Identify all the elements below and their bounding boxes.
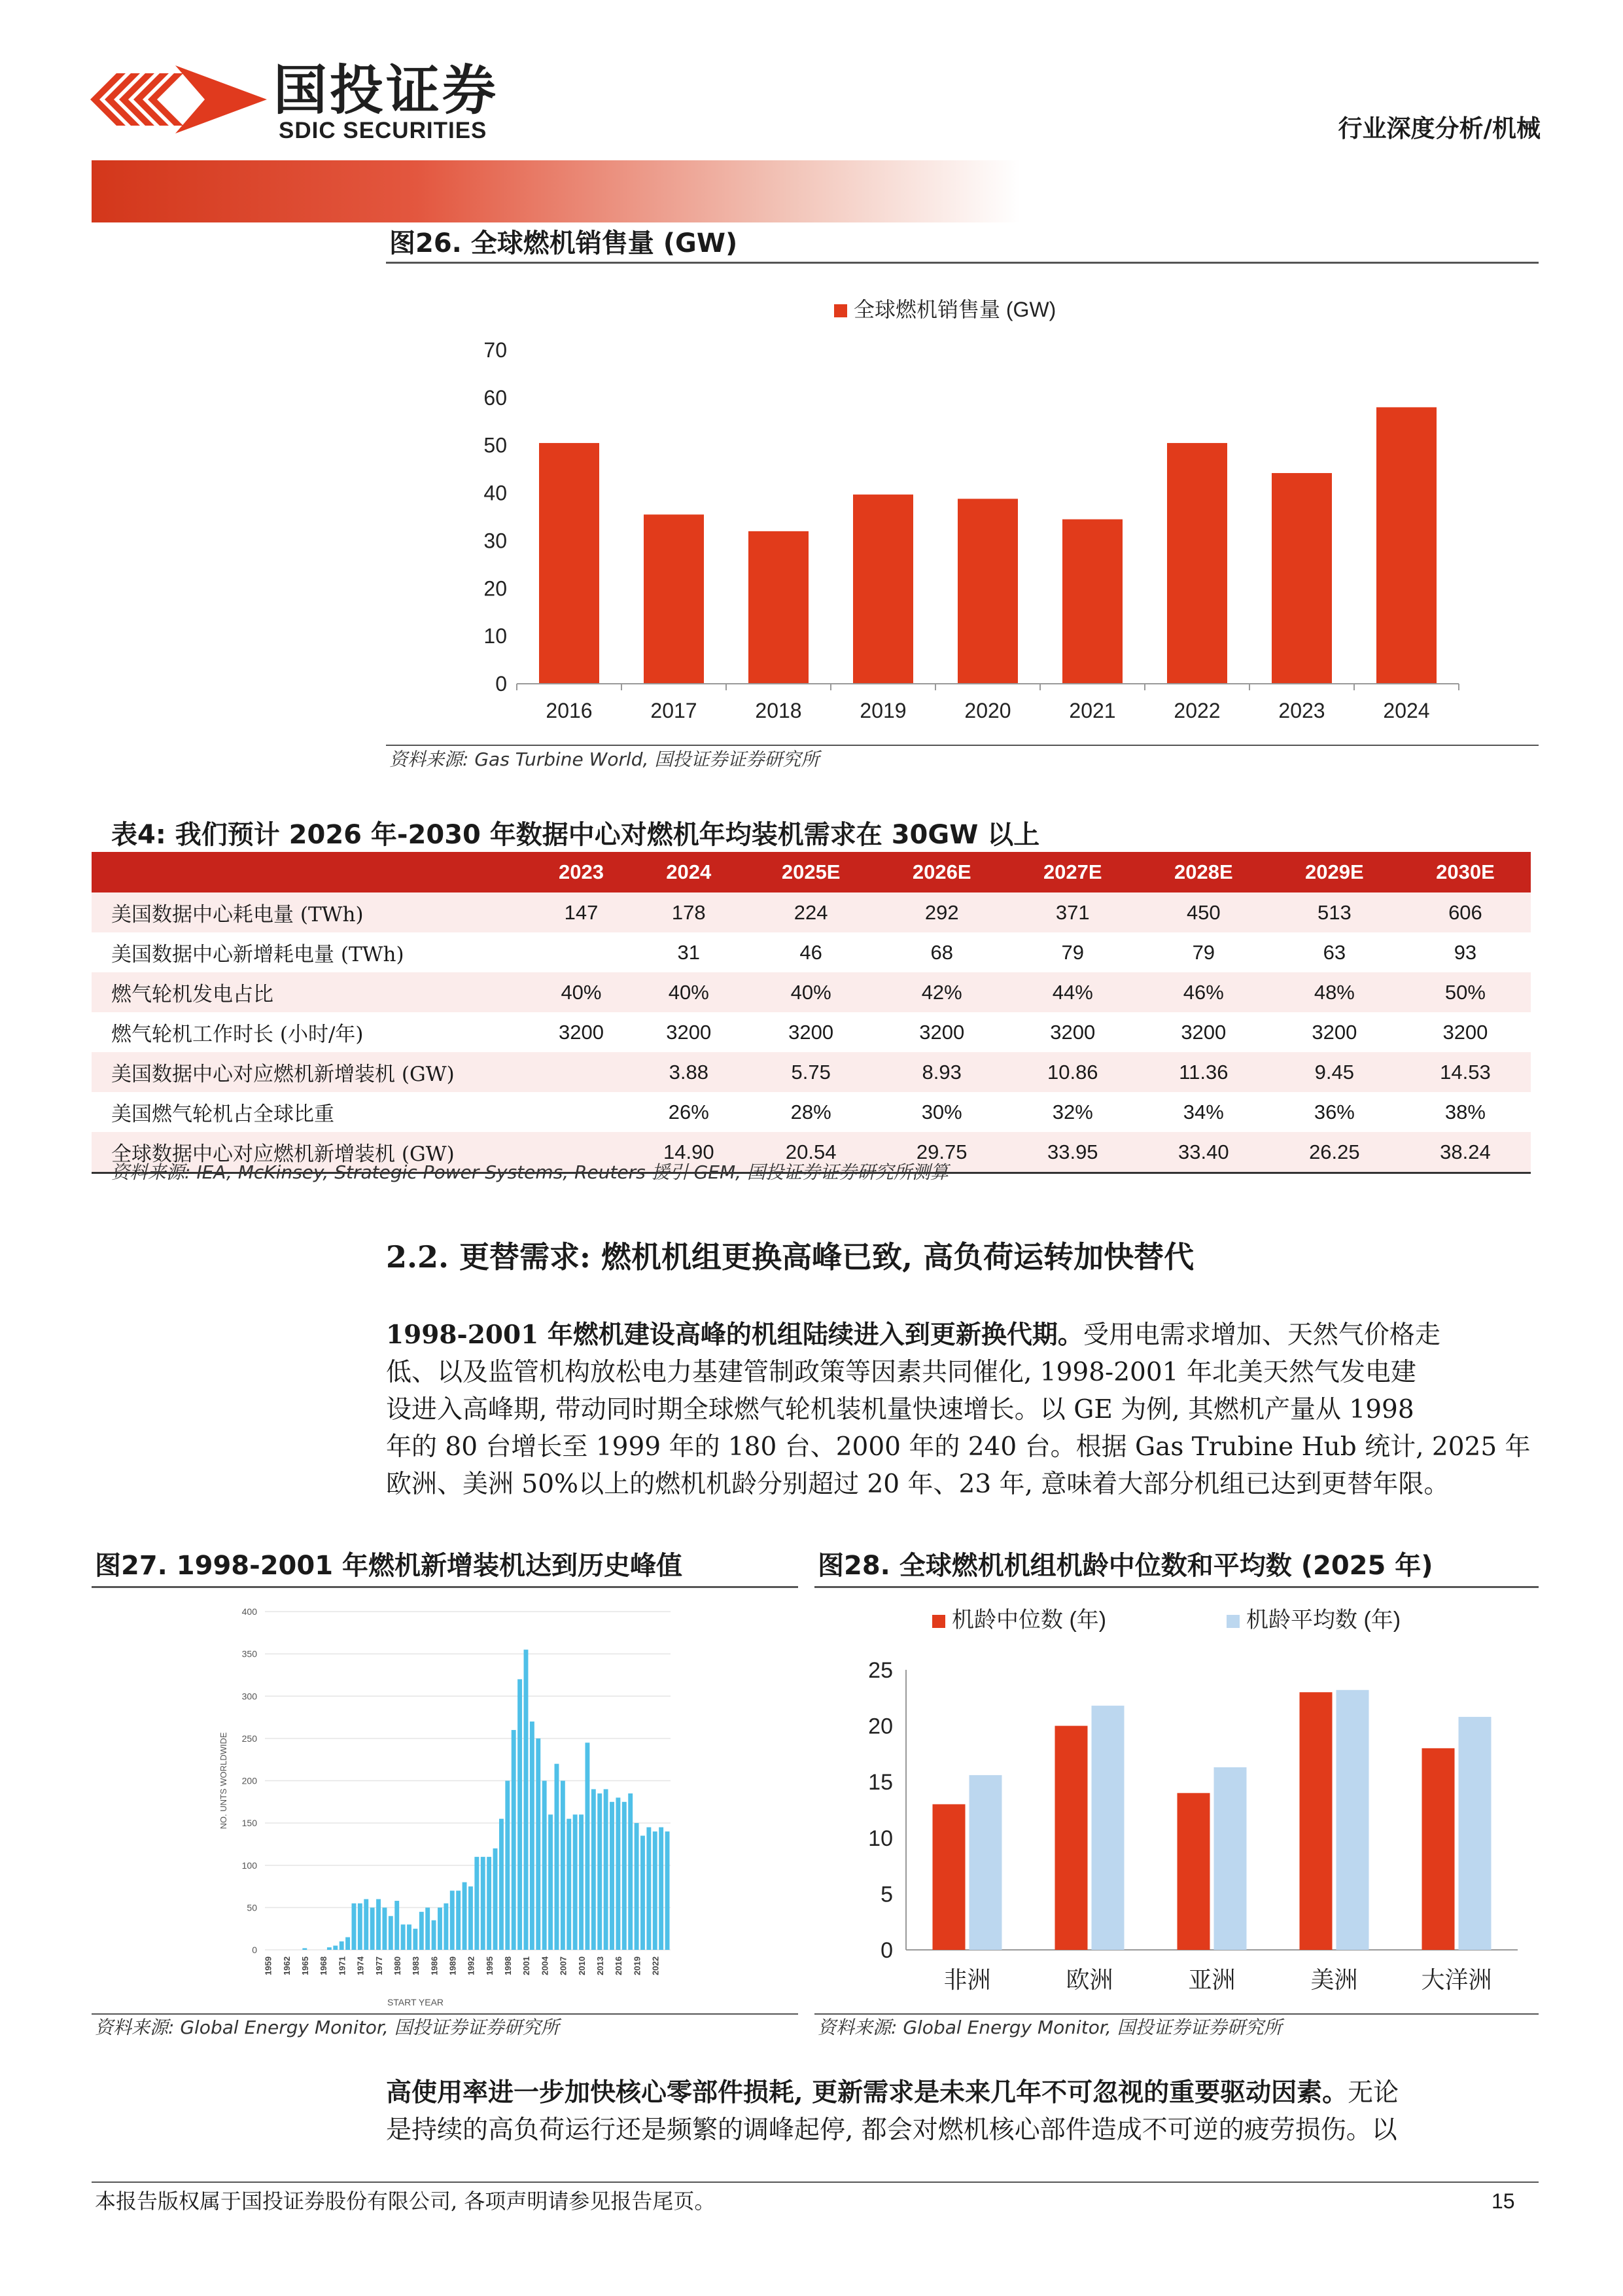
bar <box>1459 1717 1492 1950</box>
bar <box>616 1797 620 1950</box>
bar <box>438 1907 442 1950</box>
table-cell: 28% <box>790 1100 831 1123</box>
paragraph-line: 设进入高峰期, 带动同时期全球燃气轮机装机量快速增长。以 GE 为例, 其燃机产量从 1998 <box>386 1395 1414 1424</box>
table-cell: 3200 <box>1442 1020 1488 1044</box>
table-cell: 3200 <box>919 1020 965 1044</box>
figure-27-top-rule <box>92 1586 798 1588</box>
table-cell: 3.88 <box>632 1052 746 1092</box>
table-cell: 450 <box>1138 892 1269 932</box>
legend-swatch <box>834 304 847 317</box>
x-tick-label: 2016 <box>614 1956 624 1975</box>
x-tick-label: 1971 <box>337 1956 347 1975</box>
table-cell: 3200 <box>1312 1020 1357 1044</box>
bar <box>1376 407 1437 684</box>
bar <box>419 1912 424 1950</box>
bar <box>1300 1692 1333 1950</box>
figure-27-bottom-rule <box>92 2013 798 2015</box>
bar <box>567 1819 571 1950</box>
bar <box>462 1882 467 1950</box>
x-tick-label: 1977 <box>374 1956 384 1975</box>
legend-label: 机龄中位数 (年) <box>952 1608 1107 1633</box>
bar <box>1055 1726 1088 1950</box>
bar <box>512 1730 516 1950</box>
table-cell: 3200 <box>1050 1020 1096 1044</box>
logo-mark <box>90 60 267 139</box>
x-tick-label: 1986 <box>429 1956 440 1975</box>
bar <box>407 1924 411 1950</box>
table-row <box>92 1012 1531 1052</box>
paragraph-line: 欧洲、美洲 50%以上的燃机机龄分别超过 20 年、23 年, 意味着大部分机组已达到更替年限。 <box>386 1470 1450 1499</box>
paragraph-line: 低、以及监管机构放松电力基建管制政策等因素共同催化, 1998-2001 年北美天然气发电建 <box>386 1358 1416 1387</box>
x-axis-title: START YEAR <box>387 1997 444 2007</box>
table-cell: 26% <box>668 1100 709 1123</box>
table-cell: 42% <box>877 972 1007 1012</box>
x-tick-label: 1959 <box>263 1956 273 1975</box>
table-cell: 147 <box>531 892 632 932</box>
legend-label: 机龄平均数 (年) <box>1246 1608 1401 1633</box>
table-cell: 32% <box>1052 1100 1093 1123</box>
x-tick-label: 1980 <box>392 1956 402 1975</box>
paragraph-line <box>386 2074 1544 2111</box>
bar <box>969 1775 1002 1950</box>
bar <box>1336 1690 1369 1950</box>
table-cell: 38.24 <box>1400 1132 1531 1173</box>
table-header-cell: 2024 <box>632 852 746 892</box>
y-tick-label: 20 <box>483 576 507 601</box>
figure-28-source: 资料来源: Global Energy Monitor, 国投证券证券研究所 <box>818 2017 1282 2038</box>
x-tick-label: 1989 <box>447 1956 458 1975</box>
bar <box>536 1739 540 1950</box>
bar <box>1178 1793 1210 1950</box>
data-center-table <box>92 852 1531 1174</box>
table-cell: 34% <box>1183 1100 1224 1123</box>
bar <box>548 1814 553 1950</box>
y-axis-title: NO. UNTS WORLDWIDE <box>218 1732 228 1829</box>
bar <box>376 1899 381 1950</box>
table-row-label: 美国燃气轮机占全球比重 <box>111 1103 334 1126</box>
table-cell: 371 <box>1007 892 1138 932</box>
table-cell <box>531 932 632 972</box>
x-tick-label: 2021 <box>1069 699 1116 722</box>
table-cell: 178 <box>632 892 746 932</box>
bar <box>530 1722 534 1950</box>
y-tick-label: 5 <box>881 1882 893 1907</box>
table-cell: 40% <box>531 972 632 1012</box>
x-tick-label: 2020 <box>964 699 1011 722</box>
table-cell: 3200 <box>666 1020 712 1044</box>
table-cell: 30% <box>921 1100 962 1123</box>
x-tick-label: 2019 <box>632 1956 642 1975</box>
y-tick-label: 200 <box>241 1775 257 1786</box>
bar <box>401 1924 406 1950</box>
x-tick-label: 1965 <box>300 1956 311 1975</box>
bar <box>958 499 1018 684</box>
x-tick-label: 2007 <box>558 1956 568 1975</box>
bar <box>933 1804 966 1950</box>
bar <box>748 531 809 684</box>
bar <box>1422 1748 1455 1950</box>
bar <box>517 1679 522 1950</box>
bar <box>665 1831 670 1950</box>
paragraph-line: 是持续的高负荷运行还是频繁的调峰起停, 都会对燃机核心部件造成不可逆的疲劳损伤。以 <box>386 2115 1397 2145</box>
table-cell: 3200 <box>1181 1020 1227 1044</box>
x-tick-label: 2024 <box>1383 699 1430 722</box>
bar <box>610 1802 614 1950</box>
x-tick-label: 美洲 <box>1310 1966 1358 1993</box>
table-header-row <box>92 852 1531 892</box>
bar <box>364 1899 368 1950</box>
bar <box>425 1907 430 1950</box>
section-paragraph-1 <box>386 1316 1544 1503</box>
table-row <box>92 972 1531 1012</box>
x-tick-label: 2017 <box>650 699 697 722</box>
y-tick-label: 20 <box>868 1714 893 1739</box>
paragraph-lead: 1998-2001 年燃机建设高峰的机组陆续进入到更新换代期。 <box>386 1320 1083 1350</box>
table-cell: 33.40 <box>1138 1132 1269 1173</box>
x-tick-label: 1983 <box>411 1956 421 1975</box>
x-tick-label: 1974 <box>355 1956 366 1975</box>
table-cell: 46 <box>799 940 822 964</box>
table-4-title: 表4: 我们预计 2026 年-2030 年数据中心对燃机年均装机需求在 30GW 以上 <box>111 820 1040 850</box>
table-cell: 29.75 <box>877 1132 1007 1173</box>
y-tick-label: 70 <box>483 338 507 362</box>
x-tick-label: 2004 <box>540 1956 550 1975</box>
bar <box>646 1828 651 1950</box>
table-cell: 79 <box>1192 940 1215 964</box>
x-tick-label: 2010 <box>576 1956 587 1975</box>
bar <box>1062 520 1123 684</box>
y-tick-label: 10 <box>483 624 507 648</box>
table-cell: 31 <box>677 940 701 964</box>
bar <box>555 1764 559 1950</box>
table-cell: 513 <box>1269 892 1400 932</box>
table-cell: 5.75 <box>746 1052 877 1092</box>
table-row <box>92 932 1531 972</box>
y-tick-label: 0 <box>252 1945 257 1955</box>
page-number: 15 <box>1492 2189 1515 2213</box>
table-cell: 8.93 <box>877 1052 1007 1092</box>
table-cell: 79 <box>1061 940 1084 964</box>
table-header-cell: 2029E <box>1269 852 1400 892</box>
bar <box>635 1823 639 1950</box>
header-banner <box>92 160 1021 222</box>
table-row-label: 燃气轮机发电占比 <box>92 972 531 1012</box>
paragraph-lead: 高使用率进一步加快核心零部件损耗, 更新需求是未来几年不可忽视的重要驱动因素。 <box>386 2077 1348 2108</box>
paragraph-line: 年的 80 台增长至 1999 年的 180 台、2000 年的 240 台。根据 Gas Trubine Hub 统计, 2025 年 <box>386 1432 1531 1462</box>
x-tick-label: 2023 <box>1278 699 1325 722</box>
table-cell: 40% <box>632 972 746 1012</box>
figure-28-top-rule <box>814 1586 1539 1588</box>
table-row-label: 美国数据中心对应燃机新增装机 (GW) <box>92 1052 531 1092</box>
x-tick-label: 2022 <box>1174 699 1221 722</box>
table-cell: 3200 <box>558 1020 604 1044</box>
footer-rule <box>92 2181 1539 2183</box>
bar <box>302 1948 307 1950</box>
table-cell: 63 <box>1323 940 1346 964</box>
y-tick-label: 30 <box>483 529 507 553</box>
bar <box>573 1814 578 1950</box>
bar <box>499 1819 504 1950</box>
bar <box>474 1857 479 1950</box>
bar <box>444 1903 448 1950</box>
bar <box>524 1650 529 1950</box>
bar <box>659 1828 663 1950</box>
bar <box>1272 473 1332 684</box>
figure-27-chart <box>203 1593 680 2012</box>
figure-26-source: 资料来源: Gas Turbine World, 国投证券证券研究所 <box>389 749 820 770</box>
y-tick-label: 0 <box>495 672 507 696</box>
bar <box>640 1836 645 1950</box>
x-tick-label: 2019 <box>860 699 907 722</box>
table-cell: 93 <box>1454 940 1477 964</box>
bar <box>644 514 704 684</box>
bar <box>487 1857 491 1950</box>
figure-27-title: 图27. 1998-2001 年燃机新增装机达到历史峰值 <box>95 1551 682 1581</box>
figure-26-top-rule <box>386 262 1539 264</box>
table-header-cell: 2027E <box>1007 852 1138 892</box>
bar <box>450 1891 455 1950</box>
table-cell: 10.86 <box>1007 1052 1138 1092</box>
x-tick-label: 亚洲 <box>1188 1966 1236 1993</box>
section-paragraph-2 <box>386 2074 1544 2149</box>
y-tick-label: 150 <box>241 1818 257 1829</box>
x-tick-label: 欧洲 <box>1066 1966 1113 1993</box>
table-cell: 3200 <box>788 1020 834 1044</box>
table-row <box>92 1052 1531 1092</box>
legend-label: 全球燃机销售量 (GW) <box>854 298 1056 321</box>
figure-26-bottom-rule <box>386 745 1539 746</box>
table-cell: 11.36 <box>1138 1052 1269 1092</box>
figure-28-bottom-rule <box>814 2013 1539 2015</box>
figure-26-chart <box>386 275 1539 733</box>
table-cell: 606 <box>1400 892 1531 932</box>
y-tick-label: 15 <box>868 1770 893 1795</box>
bar <box>358 1903 362 1950</box>
bar <box>1167 443 1227 684</box>
bar <box>585 1742 589 1950</box>
table-cell: 33.95 <box>1007 1132 1138 1173</box>
bar <box>1214 1767 1247 1950</box>
table-cell <box>531 1052 632 1092</box>
bar <box>345 1937 350 1950</box>
bar <box>622 1802 627 1950</box>
figure-26-title: 图26. 全球燃机销售量 (GW) <box>389 228 738 258</box>
table-header-cell: 2023 <box>531 852 632 892</box>
bar <box>653 1831 657 1950</box>
bar <box>382 1907 387 1950</box>
x-tick-label: 非洲 <box>943 1966 991 1993</box>
bar <box>591 1789 596 1950</box>
bar <box>389 1916 393 1950</box>
y-tick-label: 60 <box>483 385 507 410</box>
paragraph-line <box>386 1316 1544 1354</box>
bar <box>579 1814 584 1950</box>
y-tick-label: 400 <box>241 1606 257 1617</box>
table-cell: 40% <box>746 972 877 1012</box>
y-tick-label: 25 <box>868 1658 893 1683</box>
paragraph-text: 受用电需求增加、天然气价格走 <box>1083 1320 1440 1350</box>
legend-swatch <box>1227 1615 1240 1628</box>
table-cell: 68 <box>930 940 953 964</box>
bar <box>468 1886 473 1950</box>
y-tick-label: 0 <box>881 1938 893 1963</box>
table-cell: 14.53 <box>1400 1052 1531 1092</box>
bar <box>542 1781 547 1951</box>
bar <box>597 1793 602 1950</box>
table-cell: 26.25 <box>1269 1132 1400 1173</box>
bar <box>604 1789 608 1950</box>
table-cell: 292 <box>877 892 1007 932</box>
table-cell: 48% <box>1269 972 1400 1012</box>
y-tick-label: 50 <box>483 433 507 457</box>
x-tick-label: 2013 <box>595 1956 605 1975</box>
figure-28-title: 图28. 全球燃机机组机龄中位数和平均数 (2025 年) <box>818 1551 1433 1581</box>
table-cell: 38% <box>1444 1100 1486 1123</box>
table-header-cell: 2028E <box>1138 852 1269 892</box>
bar <box>340 1941 344 1950</box>
x-tick-label: 大洋洲 <box>1421 1966 1492 1993</box>
bar <box>628 1793 633 1950</box>
table-header-cell <box>92 852 531 892</box>
table-header-cell: 2025E <box>746 852 877 892</box>
table-cell: 46% <box>1138 972 1269 1012</box>
x-tick-label: 1998 <box>503 1956 514 1975</box>
table-cell: 9.45 <box>1269 1052 1400 1092</box>
bar <box>370 1907 375 1950</box>
table-cell: 20.54 <box>746 1132 877 1173</box>
legend-swatch <box>932 1615 945 1628</box>
bar <box>493 1848 498 1950</box>
y-tick-label: 250 <box>241 1733 257 1744</box>
x-tick-label: 1962 <box>281 1956 292 1975</box>
x-tick-label: 2001 <box>521 1956 532 1975</box>
bar <box>1092 1706 1125 1950</box>
y-tick-label: 350 <box>241 1648 257 1659</box>
brand-name-en: SDIC SECURITIES <box>279 118 487 143</box>
bar <box>432 1920 436 1950</box>
bar <box>456 1891 461 1950</box>
table-cell: 14.90 <box>632 1132 746 1173</box>
x-tick-label: 2022 <box>650 1956 661 1975</box>
footer-disclaimer: 本报告版权属于国投证券股份有限公司, 各项声明请参见报告尾页。 <box>95 2189 716 2214</box>
table-header-cell: 2026E <box>877 852 1007 892</box>
table-cell: 50% <box>1400 972 1531 1012</box>
x-tick-label: 2016 <box>546 699 593 722</box>
table-4-source: 资料来源: IEA, McKinsey, Strategic Power Systems, Reuters 援引 GEM, 国投证券证券研究所测算 <box>111 1161 949 1183</box>
table-row-label: 美国数据中心耗电量 (TWh) <box>92 892 531 932</box>
x-tick-label: 1995 <box>484 1956 495 1975</box>
bar <box>505 1781 510 1951</box>
bar <box>394 1901 399 1950</box>
bar <box>333 1946 338 1950</box>
x-tick-label: 1968 <box>319 1956 329 1975</box>
report-category: 行业深度分析/机械 <box>1338 115 1541 143</box>
figure-27-source: 资料来源: Global Energy Monitor, 国投证券证券研究所 <box>95 2017 559 2038</box>
bar <box>539 443 599 684</box>
table-header-cell: 2030E <box>1400 852 1531 892</box>
bar <box>481 1857 485 1950</box>
table-cell: 224 <box>746 892 877 932</box>
bar <box>327 1947 332 1950</box>
paragraph-text: 无论 <box>1348 2078 1399 2108</box>
y-tick-label: 100 <box>241 1860 257 1871</box>
y-tick-label: 50 <box>247 1902 257 1913</box>
bar <box>853 495 913 684</box>
table-row-label: 燃气轮机工作时长 (小时/年) <box>111 1023 364 1046</box>
bar <box>561 1781 565 1951</box>
y-tick-label: 40 <box>483 481 507 505</box>
table-row-label: 美国数据中心新增耗电量 (TWh) <box>111 943 404 966</box>
table-cell: 44% <box>1007 972 1138 1012</box>
table-row-label: 全球数据中心对应燃机新增装机 (GW) <box>92 1132 531 1173</box>
brand-name: 国投证券 <box>273 60 499 122</box>
figure-28-chart <box>814 1597 1539 2012</box>
bar <box>413 1929 417 1950</box>
table-cell <box>531 1092 632 1132</box>
table-row <box>92 892 1531 932</box>
table-cell: 36% <box>1314 1100 1355 1123</box>
x-tick-label: 2018 <box>755 699 802 722</box>
bar <box>352 1903 357 1950</box>
table-row <box>92 1092 1531 1132</box>
y-tick-label: 10 <box>868 1826 893 1851</box>
x-tick-label: 1992 <box>466 1956 476 1975</box>
y-tick-label: 300 <box>241 1691 257 1702</box>
section-heading: 2.2. 更替需求: 燃机机组更换高峰已致, 高负荷运转加快替代 <box>386 1239 1195 1275</box>
